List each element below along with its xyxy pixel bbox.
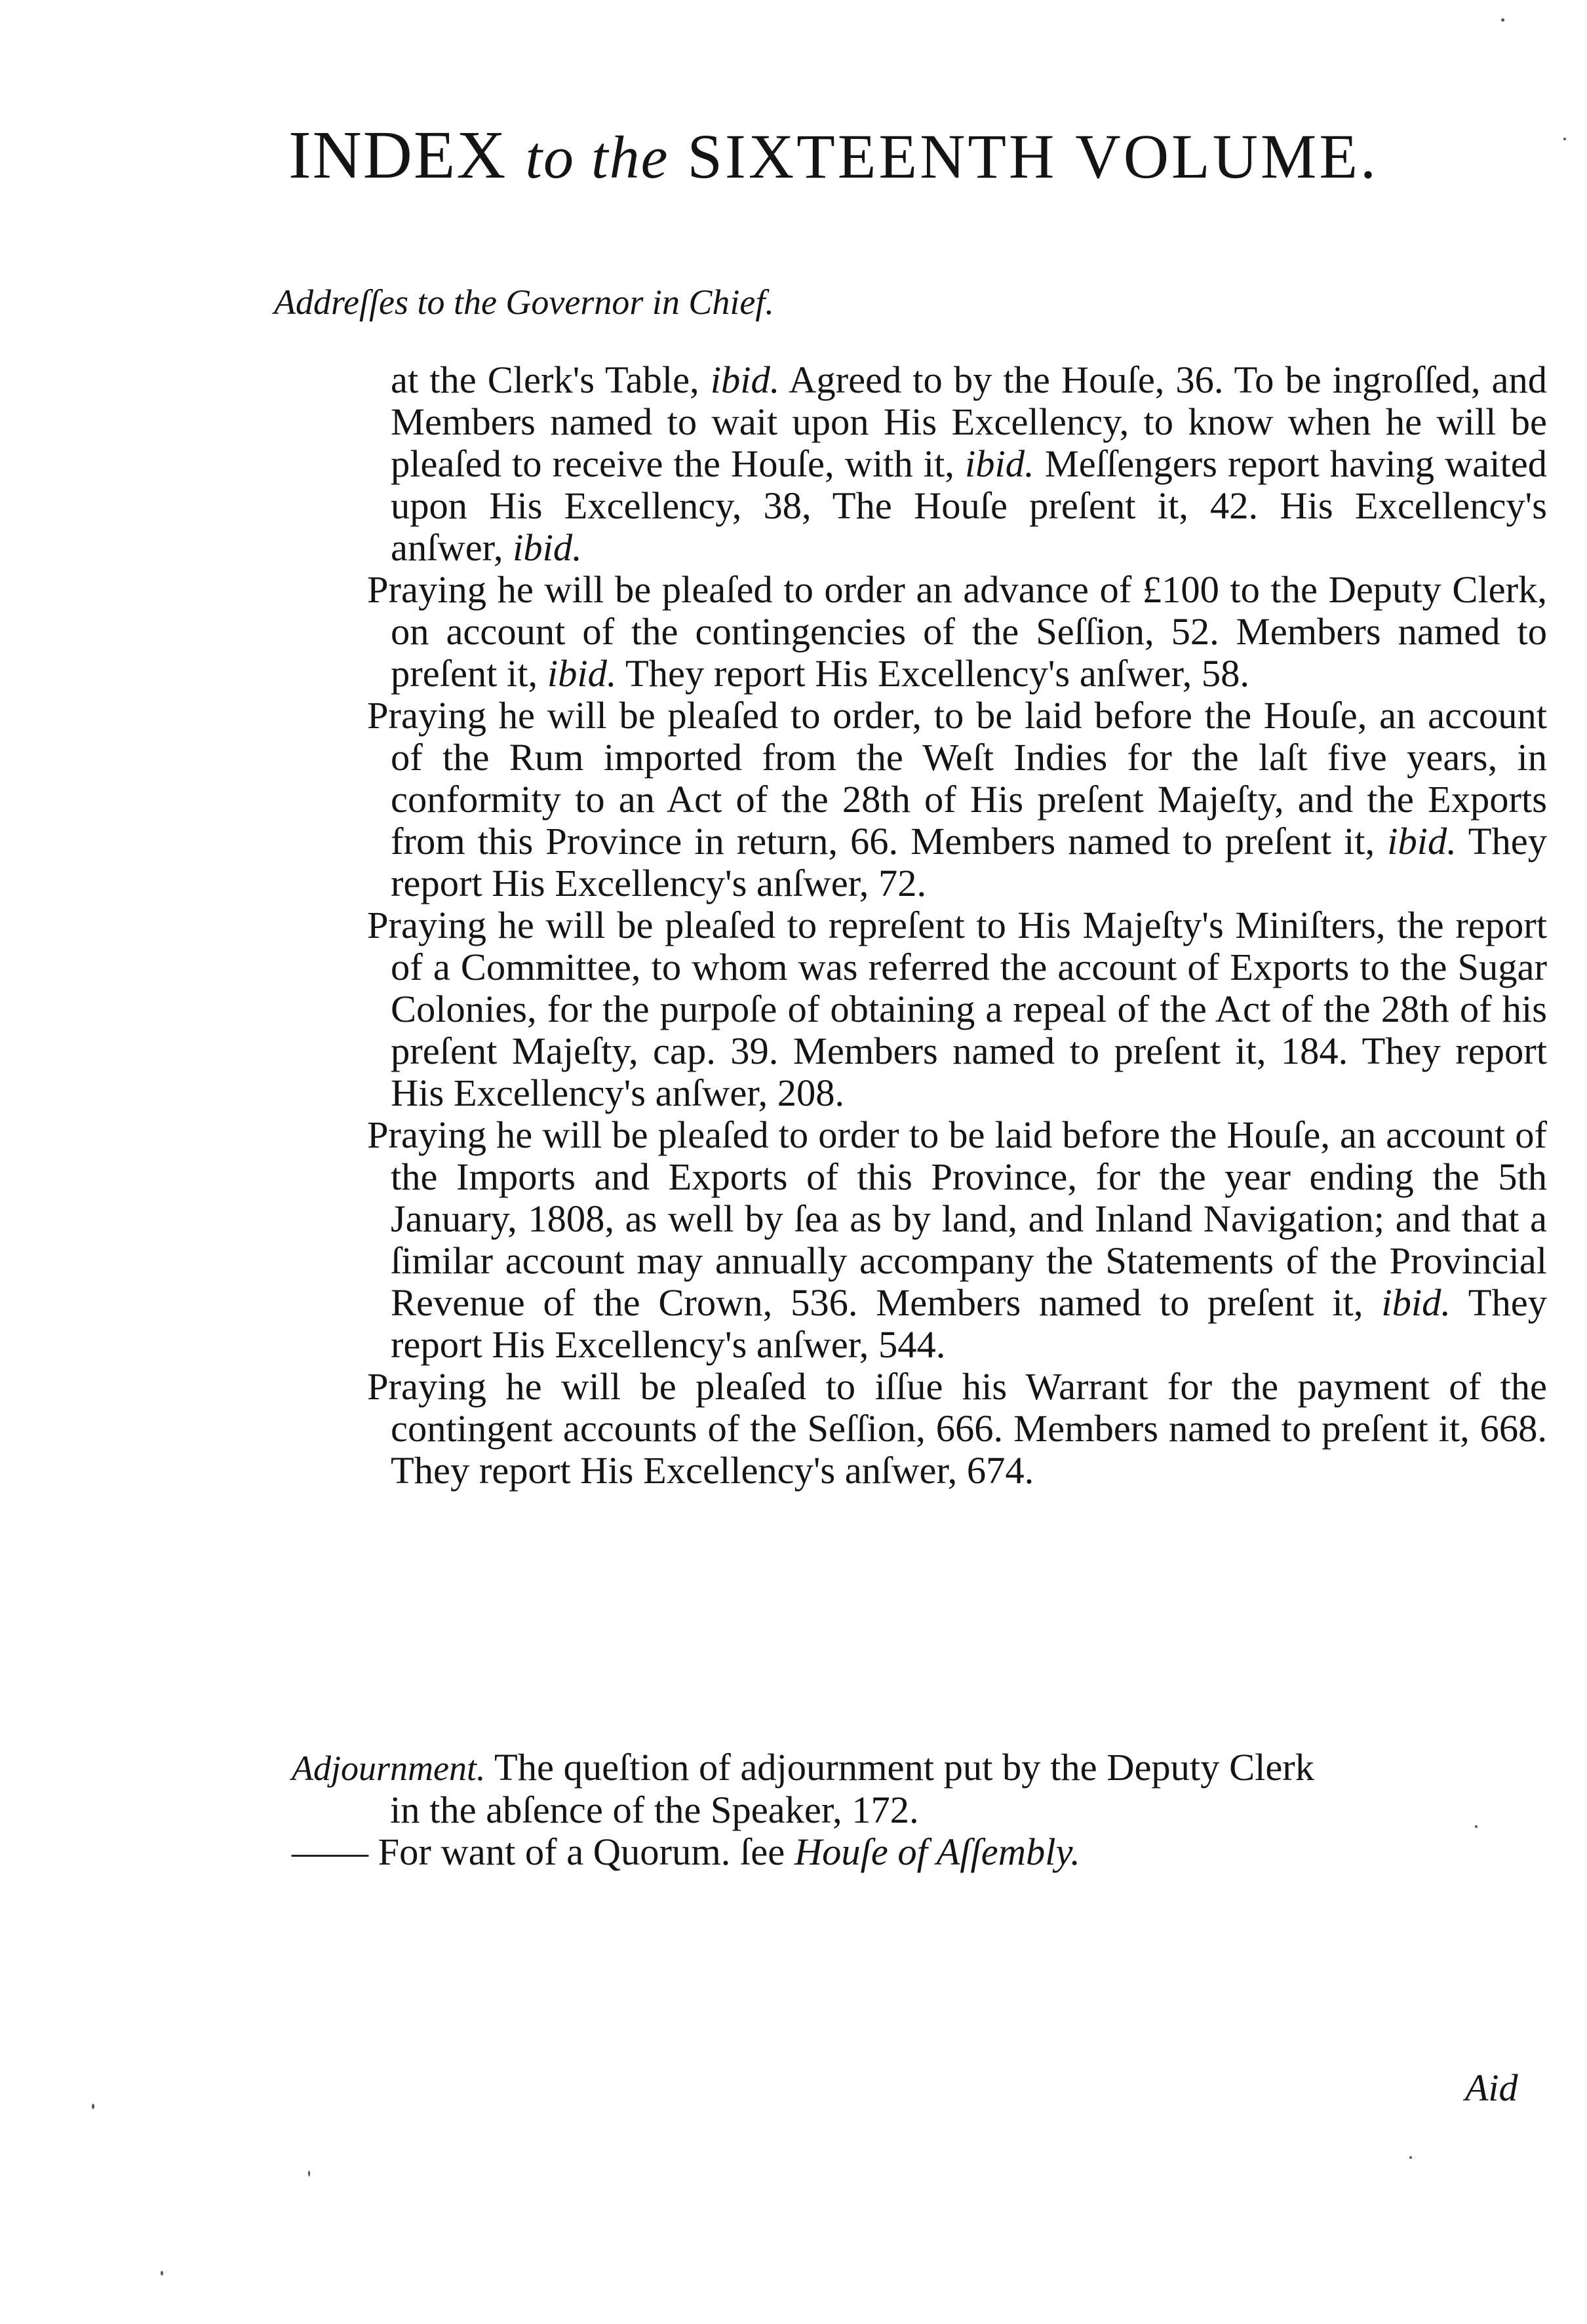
title-to-the: to the bbox=[525, 124, 669, 191]
adjournment-line-3 bbox=[292, 1831, 1547, 1873]
entry-text: Praying he will be pleaſed to order to be laid before the Houſe, an account of the Imports and Exports of this Province, for the year ending the 5th January, 1808, as well by ſea as by land, and Inland Navigation; and that a ſimilar account may annually accompany the Statements of the Provincial Revenue of the Crown, 536. Members named to preſent it, bbox=[367, 1114, 1547, 1324]
entry-text: They report His Excellency's anſwer, 58. bbox=[616, 652, 1250, 695]
ibid-ref: ibid. bbox=[1387, 820, 1457, 862]
adjournment-line-1 bbox=[292, 1747, 1547, 1789]
entry-text: They report His Excellency's anſwer, 72. bbox=[391, 820, 1547, 904]
entry-text: Praying he will be pleaſed to repreſent to His Majeſty's Miniſters, the report of a Committee, to whom was referred the account of Exports to the Sugar Colonies, for the purpoſe of obtaining a repeal of the Act of the 28th of his preſent Majeſty, cap. 39. Members named to preſent it, 184. They report His Excellency's anſwer, 208. bbox=[367, 904, 1547, 1114]
running-head: Addreſſes to the Governor in Chief. bbox=[274, 282, 774, 322]
catchword: Aid bbox=[1465, 2066, 1518, 2109]
entry-text: at the Clerk's Table, bbox=[391, 358, 711, 401]
entry-text: They report His Excellency's anſwer, 544. bbox=[391, 1281, 1547, 1366]
ibid-ref: ibid. bbox=[710, 358, 780, 401]
scan-speck bbox=[92, 2104, 94, 2109]
ibid-ref: ibid. bbox=[547, 652, 617, 695]
scan-speck bbox=[161, 2271, 163, 2276]
ibid-ref: ibid. bbox=[965, 442, 1034, 485]
cross-reference: Houſe of Aſſembly. bbox=[794, 1830, 1080, 1873]
entry-warrant bbox=[367, 1366, 1547, 1492]
scan-speck bbox=[1563, 138, 1566, 140]
entry-ministers bbox=[367, 904, 1547, 1114]
title-index: INDEX bbox=[288, 117, 507, 193]
title-volume: VOLUME. bbox=[1075, 121, 1379, 191]
entry-text: For want of a Quorum. ſee bbox=[368, 1830, 794, 1873]
ibid-ref: ibid. bbox=[1381, 1281, 1451, 1324]
entry-text: Meſſengers report having waited upon His Excellency, 38, The Houſe preſent it, 42. His Excellency's anſwer, bbox=[391, 442, 1547, 569]
title-sixteenth: SIXTEENTH bbox=[687, 121, 1057, 191]
entry-text: Praying he will be pleaſed to order, to be laid before the Houſe, an account of the Rum imported from the Weſt Indies for the laſt five years, in conformity to an Act of the 28th of His preſent Majeſty, and the Exports from this Province in return, 66. Members named to preſent it, bbox=[367, 694, 1547, 862]
adjournment-line-2: in the abſence of the Speaker, 172. bbox=[390, 1789, 919, 1831]
entry-rum-account bbox=[367, 695, 1547, 904]
entry-text: The queſtion of adjournment put by the Deputy Clerk bbox=[485, 1746, 1315, 1789]
page-title bbox=[288, 117, 1534, 193]
entry-heading: Adjournment. bbox=[292, 1749, 486, 1788]
scan-speck bbox=[1475, 1825, 1478, 1828]
scan-speck bbox=[1409, 2156, 1412, 2159]
entry-continuation bbox=[367, 359, 1547, 569]
ibid-ref: ibid. bbox=[513, 526, 582, 569]
entry-text: Praying he will be pleaſed to iſſue his Warrant for the payment of the contingent accounts of the Seſſion, 666. Members named to preſent it, 668. They report His Excellency's anſwer, 674. bbox=[367, 1365, 1547, 1492]
entry-advance bbox=[367, 569, 1547, 695]
entry-adjournment bbox=[292, 1747, 1547, 1873]
ditto-dash: —— bbox=[292, 1830, 368, 1873]
index-entries bbox=[367, 359, 1547, 1492]
scan-speck bbox=[308, 2171, 310, 2177]
scan-speck bbox=[1501, 18, 1504, 22]
entry-text: Agreed to by the Houſe, 36. To be ingroſſed, and Members named to wait upon His Excellency, to know when he will be pleaſed to receive the Houſe, with it, bbox=[391, 358, 1547, 485]
entry-text: Praying he will be pleaſed to order an advance of £100 to the Deputy Clerk, on account of the contingencies of the Seſſion, 52. Members named to preſent it, bbox=[367, 568, 1547, 695]
entry-imports-exports bbox=[367, 1114, 1547, 1366]
